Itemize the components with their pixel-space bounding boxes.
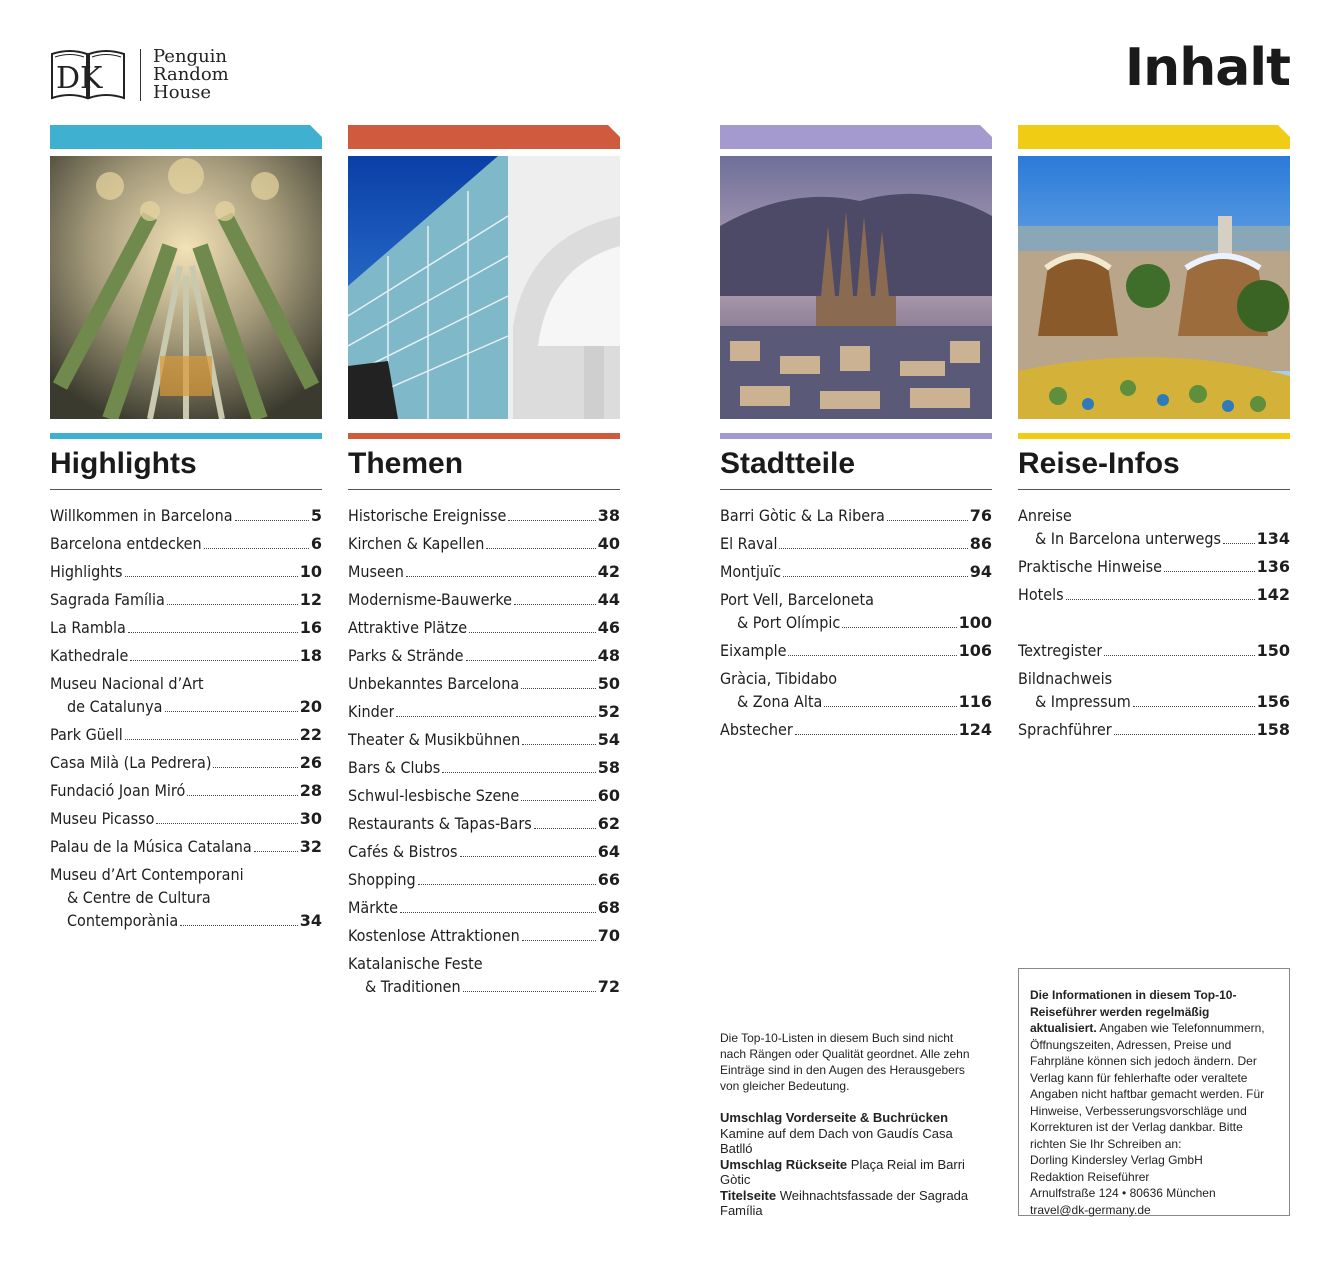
toc-entry-text: Historische Ereignisse: [348, 506, 507, 525]
toc-page-number: 94: [969, 562, 992, 581]
toc-entry-text: Willkommen in Barcelona: [50, 506, 233, 525]
toc-entry-label: [348, 924, 620, 947]
toc-entry-text: Barcelona entdecken: [50, 534, 202, 553]
toc-entry-text: & Traditionen: [365, 977, 461, 996]
toc-entry-text: Hotels: [1018, 585, 1064, 604]
dot-leader: [795, 734, 957, 735]
toc-entry[interactable]: [348, 896, 620, 919]
toc-page-number: 50: [597, 674, 620, 693]
cover-credits: [720, 1110, 982, 1219]
publisher-email: travel@dk-germany.de: [1030, 1202, 1151, 1217]
toc-entry-text: Modernisme-Bauwerke: [348, 590, 512, 609]
photo-modern-museum: [348, 156, 620, 419]
toc-entry-text: El Raval: [720, 534, 778, 553]
publisher-name: [153, 48, 229, 102]
toc-entry-text: Sprachführer: [1018, 720, 1112, 739]
publisher-line: Random: [153, 64, 229, 85]
toc-entry-text: Eixample: [720, 641, 787, 660]
toc-page-number: 72: [597, 977, 620, 996]
update-info-box: [1018, 968, 1290, 1216]
toc-page-number: 54: [597, 730, 620, 749]
toc-list: [348, 504, 620, 998]
toc-entry-text: Museu Picasso: [50, 809, 155, 828]
toc-entry-label: [348, 896, 620, 919]
toc-entry-text: Schwul-lesbische Szene: [348, 786, 520, 805]
toc-entry-text: Cafés & Bistros: [348, 842, 458, 861]
dot-leader: [521, 800, 595, 801]
toc-page-number: 124: [958, 720, 992, 739]
photo-sagrada-familia-interior: [50, 156, 322, 419]
toc-page-number: 6: [310, 534, 322, 553]
dot-leader: [469, 632, 596, 633]
toc-entry-label: [50, 863, 322, 932]
toc-entry-text: Attraktive Plätze: [348, 618, 468, 637]
dot-leader: [486, 548, 595, 549]
toc-entry[interactable]: [1018, 667, 1290, 713]
toc-entry-text: Katalanische Feste: [348, 954, 483, 973]
toc-page-number: 70: [597, 926, 620, 945]
toc-entry-label: [1018, 639, 1290, 662]
dot-leader: [1133, 706, 1255, 707]
toc-page-number: 42: [597, 562, 620, 581]
toc-page-number: 68: [597, 898, 620, 917]
dot-leader: [167, 604, 298, 605]
toc-entry-label: [348, 952, 620, 998]
toc-entry-text: Barri Gòtic & La Ribera: [720, 506, 885, 525]
toc-entry-text: Textregister: [1018, 641, 1103, 660]
section-color-tab: [348, 125, 620, 149]
toc-entry-label: [348, 756, 620, 779]
dot-leader: [180, 925, 298, 926]
toc-page-number: 60: [597, 786, 620, 805]
toc-entry[interactable]: [50, 616, 322, 639]
toc-entry-label: [348, 784, 620, 807]
toc-entry[interactable]: [348, 644, 620, 667]
toc-page-number: 136: [1256, 557, 1290, 576]
dot-leader: [396, 716, 595, 717]
toc-entry[interactable]: [1018, 555, 1290, 578]
toc-entry[interactable]: [50, 560, 322, 583]
toc-entry[interactable]: [1018, 583, 1290, 606]
publisher-address-line: Dorling Kindersley Verlag GmbH: [1030, 1153, 1203, 1167]
toc-entry-text: Kostenlose Attraktionen: [348, 926, 520, 945]
toc-entry-label: [50, 807, 322, 830]
toc-entry-text: de Catalunya: [67, 697, 163, 716]
dot-leader: [128, 632, 298, 633]
toc-entry[interactable]: [720, 504, 992, 527]
dot-leader: [788, 655, 956, 656]
toc-entry-text: & In Barcelona unterwegs: [1035, 529, 1222, 548]
publisher-line: House: [153, 82, 212, 103]
dot-leader: [1114, 734, 1255, 735]
section-underline: [348, 489, 620, 490]
toc-page-number: 12: [299, 590, 322, 609]
toc-entry[interactable]: [50, 723, 322, 746]
toc-entry-label: [720, 639, 992, 662]
section-title: Stadtteile: [720, 447, 856, 480]
toc-entry[interactable]: [720, 532, 992, 555]
toc-page-number: 5: [310, 506, 322, 525]
toc-page-number: 106: [958, 641, 992, 660]
toc-page-number: 40: [597, 534, 620, 553]
toc-page-number: 48: [597, 646, 620, 665]
toc-page-number: 66: [597, 870, 620, 889]
logo-divider: [140, 49, 141, 101]
toc-entry-text: Theater & Musikbühnen: [348, 730, 521, 749]
toc-page-number: 116: [958, 692, 992, 711]
toc-entry-label: [1018, 583, 1290, 606]
toc-entry[interactable]: [50, 504, 322, 527]
toc-entry-label: [720, 718, 992, 741]
section-underline: [1018, 489, 1290, 490]
toc-entry[interactable]: [348, 728, 620, 751]
toc-entry-label: [1018, 667, 1290, 713]
toc-page-number: 28: [299, 781, 322, 800]
dot-leader: [204, 548, 309, 549]
toc-entry-label: [50, 751, 322, 774]
toc-entry[interactable]: [1018, 718, 1290, 741]
toc-entry[interactable]: [50, 532, 322, 555]
toc-page-number: 44: [597, 590, 620, 609]
toc-page-number: 34: [299, 911, 322, 930]
toc-entry-text: Palau de la Música Catalana: [50, 837, 252, 856]
toc-entry[interactable]: [720, 718, 992, 741]
dot-leader: [521, 688, 596, 689]
toc-page-number: 52: [597, 702, 620, 721]
toc-page-number: 18: [299, 646, 322, 665]
toc-entry-label: [50, 560, 322, 583]
section-color-tab: [1018, 125, 1290, 149]
toc-entry-label: [50, 779, 322, 802]
toc-entry[interactable]: [348, 672, 620, 695]
toc-entry-text: Kathedrale: [50, 646, 129, 665]
toc-entry-label: [348, 700, 620, 723]
credit-label: Umschlag Rückseite: [720, 1156, 848, 1172]
toc-entry-label: [348, 560, 620, 583]
dot-leader: [508, 520, 595, 521]
toc-page-number: 86: [969, 534, 992, 553]
dot-leader: [514, 604, 596, 605]
toc-page-number: 16: [299, 618, 322, 637]
section-color-tab: [50, 125, 322, 149]
toc-entry[interactable]: [720, 560, 992, 583]
toc-entry[interactable]: [1018, 639, 1290, 662]
toc-entry[interactable]: [348, 952, 620, 998]
toc-list: [720, 504, 992, 741]
toc-entry-text: & Port Olímpic: [737, 613, 841, 632]
toc-entry-text: Casa Milà (La Pedrera): [50, 753, 212, 772]
credit-text: Kamine auf dem Dach von Gaudís Casa Batlló: [720, 1125, 953, 1156]
toc-entry-text: Bildnachweis: [1018, 669, 1113, 688]
dot-leader: [165, 711, 298, 712]
toc-page-number: 38: [597, 506, 620, 525]
dot-leader: [125, 739, 298, 740]
dot-leader: [187, 795, 297, 796]
toc-entry-text: Museu Nacional d’Art: [50, 674, 204, 693]
dot-leader: [1066, 599, 1255, 600]
info-box-text: Angaben wie Telefonnummern, Öffnungszeiten, Adressen, Preise und Fahrpläne können sich jedoch ändern. Der Verlag kann für fehlerhafte oder veraltete Angaben nicht haftbar gemacht werden. Für Hinweise, Verbesserungsvorschläge und Korrekturen ist der Verlag dankbar. Bitte richten Sie Ihr Schreiben an:: [1030, 1021, 1265, 1151]
toc-entry[interactable]: [348, 700, 620, 723]
dot-leader: [460, 856, 596, 857]
toc-page-number: 30: [299, 809, 322, 828]
toc-list: [50, 504, 322, 932]
toc-entry-text: & Impressum: [1035, 692, 1131, 711]
toc-entry-text: Montjuïc: [720, 562, 782, 581]
section-color-tab: [720, 125, 992, 149]
section-rule: [348, 433, 620, 439]
toc-entry[interactable]: [348, 868, 620, 891]
toc-entry[interactable]: [50, 644, 322, 667]
dot-leader: [235, 520, 309, 521]
toc-entry-text: Port Vell, Barceloneta: [720, 590, 874, 609]
toc-entry-text: Abstecher: [720, 720, 793, 739]
photo-park-guell: [1018, 156, 1290, 419]
dot-leader: [1164, 571, 1255, 572]
dot-leader: [783, 576, 968, 577]
toc-page-number: 46: [597, 618, 620, 637]
toc-entry[interactable]: [50, 672, 322, 718]
toc-entry-text: La Rambla: [50, 618, 126, 637]
toc-entry-label: [720, 532, 992, 555]
dot-leader: [842, 627, 956, 628]
toc-entry-label: [1018, 718, 1290, 741]
section-themen: [348, 125, 620, 1003]
toc-entry[interactable]: [720, 588, 992, 634]
toc-entry-text: Anreise: [1018, 506, 1072, 525]
toc-entry[interactable]: [50, 807, 322, 830]
toc-entry[interactable]: [50, 588, 322, 611]
toc-entry[interactable]: [1018, 504, 1290, 550]
publisher-logo: [50, 48, 229, 102]
toc-entry-label: [50, 835, 322, 858]
section-title: Highlights: [50, 447, 197, 480]
toc-page-number: 158: [1256, 720, 1290, 739]
toc-entry-text: Fundació Joan Miró: [50, 781, 186, 800]
toc-entry[interactable]: [348, 840, 620, 863]
toc-entry-text: Praktische Hinweise: [1018, 557, 1163, 576]
toc-page-number: 150: [1256, 641, 1290, 660]
dot-leader: [522, 744, 595, 745]
toc-entry-text: Kinder: [348, 702, 395, 721]
toc-entry[interactable]: [348, 812, 620, 835]
toc-page-number: 76: [969, 506, 992, 525]
toc-entry-label: [348, 616, 620, 639]
toc-entry-text: Gràcia, Tibidabo: [720, 669, 838, 688]
toc-entry-label: [720, 588, 992, 634]
section-rule: [50, 433, 322, 439]
ranking-note: Die Top-10-Listen in diesem Buch sind nicht nach Rängen oder Qualität geordnet. Alle zehn Einträge sind in den Augen des Herausgebers von gleicher Bedeutung.: [720, 1031, 970, 1093]
dot-leader: [887, 520, 968, 521]
toc-page-number: 58: [597, 758, 620, 777]
toc-entry-text: & Zona Alta: [737, 692, 823, 711]
section-title: Reise-Infos: [1018, 447, 1180, 480]
toc-entry[interactable]: [348, 784, 620, 807]
toc-entry-label: [348, 588, 620, 611]
toc-entry[interactable]: [50, 835, 322, 858]
toc-entry-text: Park Güell: [50, 725, 123, 744]
dot-leader: [534, 828, 596, 829]
toc-entry-label: [50, 588, 322, 611]
toc-entry-label: [50, 672, 322, 718]
toc-page-number: 22: [299, 725, 322, 744]
toc-entry-text: Restaurants & Tapas-Bars: [348, 814, 532, 833]
toc-entry-text: Sagrada Família: [50, 590, 165, 609]
toc-entry-label: [348, 532, 620, 555]
toc-entry-text: Shopping: [348, 870, 416, 889]
dot-leader: [400, 912, 596, 913]
toc-spacer: [1018, 611, 1290, 639]
toc-entry[interactable]: [348, 924, 620, 947]
toc-entry-text: Kirchen & Kapellen: [348, 534, 485, 553]
toc-entry[interactable]: [720, 667, 992, 713]
dot-leader: [1223, 543, 1255, 544]
toc-entry-text: Museen: [348, 562, 404, 581]
toc-entry-label: [348, 672, 620, 695]
toc-page-number: 62: [597, 814, 620, 833]
toc-entry-label: [348, 840, 620, 863]
toc-page-number: 156: [1256, 692, 1290, 711]
publisher-line: Penguin: [153, 46, 228, 67]
toc-entry-label: [720, 560, 992, 583]
credit-text: Plaça Reial im Barri Gòtic: [720, 1156, 965, 1187]
section-reise-infos: [1018, 125, 1290, 746]
section-rule: [720, 433, 992, 439]
section-underline: [720, 489, 992, 490]
toc-entry-text: Märkte: [348, 898, 398, 917]
credit-label: Titelseite: [720, 1187, 777, 1203]
toc-entry[interactable]: [720, 639, 992, 662]
toc-entry-label: [348, 868, 620, 891]
dot-leader: [130, 660, 297, 661]
publisher-address-line: Redaktion Reiseführer: [1030, 1169, 1150, 1184]
toc-page-number: 26: [299, 753, 322, 772]
toc-entry-text: & Centre de Cultura: [67, 888, 211, 907]
section-highlights: [50, 125, 322, 937]
dot-leader: [779, 548, 967, 549]
dot-leader: [406, 576, 596, 577]
toc-entry-label: [50, 504, 322, 527]
dot-leader: [824, 706, 956, 707]
toc-entry-label: [348, 504, 620, 527]
toc-entry-text: Parks & Strände: [348, 646, 464, 665]
dot-leader: [418, 884, 596, 885]
toc-entry-text: Highlights: [50, 562, 123, 581]
toc-entry-text: Unbekanntes Barcelona: [348, 674, 520, 693]
dot-leader: [213, 767, 297, 768]
toc-entry-label: [50, 532, 322, 555]
dk-book-logo-icon: [50, 48, 126, 102]
toc-entry[interactable]: [348, 616, 620, 639]
toc-entry[interactable]: [50, 779, 322, 802]
toc-entry-label: [720, 667, 992, 713]
toc-entry[interactable]: [348, 756, 620, 779]
toc-entry-text: Museu d’Art Contemporani: [50, 865, 244, 884]
credit-text: Weihnachtsfassade der Sagrada Família: [720, 1187, 969, 1218]
toc-list: [1018, 504, 1290, 741]
ranking-and-cover-note: [720, 1030, 982, 1219]
toc-page-number: 100: [958, 613, 992, 632]
toc-entry-label: [1018, 555, 1290, 578]
toc-page-number: 10: [299, 562, 322, 581]
toc-entry-label: [1018, 504, 1290, 550]
section-rule: [1018, 433, 1290, 439]
toc-entry-label: [720, 504, 992, 527]
toc-entry[interactable]: [348, 532, 620, 555]
page-title: Inhalt: [1124, 38, 1290, 98]
info-box-heading: Die Informationen in diesem Top-10-Reiseführer werden regelmäßig aktualisiert.: [1030, 988, 1237, 1035]
section-title: Themen: [348, 447, 464, 480]
section-stadtteile: [720, 125, 992, 746]
toc-entry[interactable]: [348, 588, 620, 611]
dot-leader: [466, 660, 596, 661]
toc-page-number: 64: [597, 842, 620, 861]
dot-leader: [1104, 655, 1254, 656]
photo-city-skyline: [720, 156, 992, 419]
toc-entry[interactable]: [348, 560, 620, 583]
toc-entry-label: [50, 616, 322, 639]
toc-entry-label: [348, 812, 620, 835]
toc-entry-label: [50, 644, 322, 667]
toc-entry[interactable]: [50, 863, 322, 932]
toc-entry[interactable]: [50, 751, 322, 774]
toc-page-number: 134: [1256, 529, 1290, 548]
dot-leader: [463, 991, 596, 992]
toc-page-number: 142: [1256, 585, 1290, 604]
toc-page-number: 32: [299, 837, 322, 856]
toc-entry-text: Bars & Clubs: [348, 758, 441, 777]
publisher-address-line: Arnulfstraße 124 • 80636 München: [1030, 1186, 1216, 1200]
toc-entry-label: [348, 728, 620, 751]
dot-leader: [156, 823, 297, 824]
section-underline: [50, 489, 322, 490]
toc-entry[interactable]: [348, 504, 620, 527]
dot-leader: [442, 772, 595, 773]
toc-entry-label: [348, 644, 620, 667]
credit-label: Umschlag Vorderseite & Buchrücken: [720, 1110, 949, 1125]
toc-page-number: 20: [299, 697, 322, 716]
dot-leader: [254, 851, 298, 852]
dot-leader: [522, 940, 596, 941]
toc-entry-text: Contemporània: [67, 911, 179, 930]
toc-entry-label: [50, 723, 322, 746]
dk-letters: DK: [56, 61, 103, 96]
dot-leader: [125, 576, 298, 577]
